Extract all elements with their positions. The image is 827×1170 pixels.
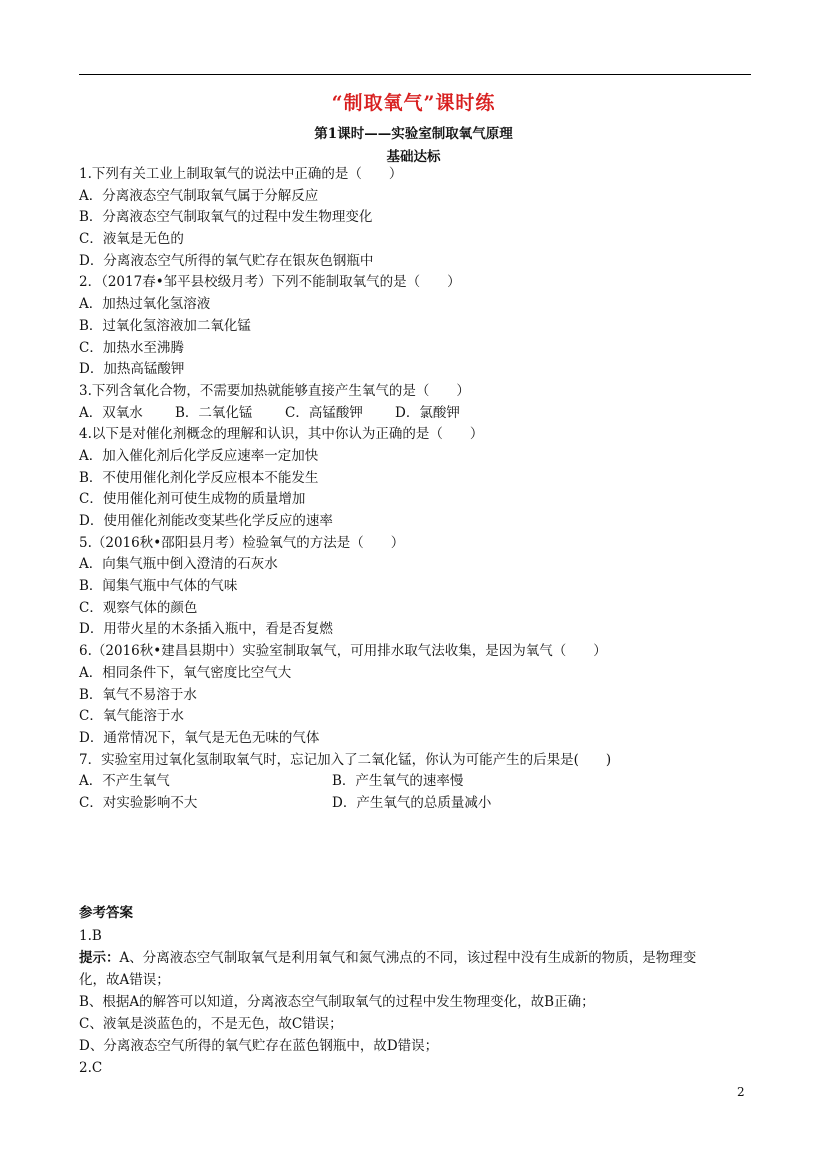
question-option: D．分离液态空气所得的氧气贮存在银灰色钢瓶中 [79, 252, 374, 269]
question-option: B．分离液态空气制取氧气的过程中发生物理变化 [79, 209, 373, 226]
question-stem: 6.（2016秋•建昌县期中）实验室制取氧气，可用排水取气法收集，是因为氧气（ ） [79, 643, 607, 660]
lesson-subtitle: 第1课时——实验室制取氧气原理 [314, 126, 513, 142]
question-option: B．二氧化锰 [175, 404, 253, 421]
answer-explanation-c: C、液氧是淡蓝色的，不是无色，故C错误； [79, 1016, 343, 1032]
question-options-row [79, 793, 759, 815]
question-list [79, 164, 759, 815]
answers-section [79, 925, 751, 1079]
question-option: D．使用催化剂能改变某些化学反应的速率 [79, 513, 333, 529]
question-option: A．不产生氧气 [79, 773, 170, 790]
question-option: C．对实验影响不大 [79, 794, 198, 811]
answers-heading: 参考答案 [79, 905, 133, 921]
question-option: A．向集气瓶中倒入澄清的石灰水 [79, 556, 278, 573]
question-option: B．氧气不易溶于水 [79, 686, 197, 703]
question-stem: 3.下列含氧化合物，不需要加热就能够直接产生氧气的是（ ） [79, 382, 470, 399]
question-option: A．相同条件下，氧气密度比空气大 [79, 664, 292, 681]
answer-explanation-b: B、根据A的解答可以知道，分离液态空气制取氧气的过程中发生物理变化，故B正确； [79, 994, 595, 1010]
page-title: “制取氧气”课时练 [331, 92, 496, 114]
question-option: A．加入催化剂后化学反应速率一定加快 [79, 447, 319, 464]
question-option: D．用带火星的木条插入瓶中，看是否复燃 [79, 621, 333, 638]
question-option: C．液氧是无色的 [79, 231, 184, 248]
question-options-row [79, 771, 759, 793]
question-option: A．加热过氧化氢溶液 [79, 296, 211, 313]
question-option: B．不使用催化剂化学反应根本不能发生 [79, 469, 319, 486]
hint-label: 提示： [79, 950, 120, 966]
question-stem: 7．实验室用过氧化氢制取氧气时，忘记加入了二氧化锰，你认为可能产生的后果是( ) [79, 751, 612, 768]
question-stem: 4.以下是对催化剂概念的理解和认识，其中你认为正确的是（ ） [79, 426, 484, 443]
answer-hint [79, 947, 751, 969]
question-option: A．分离液态空气制取氧气属于分解反应 [79, 187, 319, 204]
question-option: C．观察气体的颜色 [79, 599, 198, 616]
header-rule [79, 74, 751, 75]
question-option: B．过氧化氢溶液加二氧化锰 [79, 317, 251, 334]
question-stem: 2．（2017春•邹平县校级月考）下列不能制取氧气的是（ ） [79, 274, 461, 291]
answer-explanation-d: D、分离液态空气所得的氧气贮存在蓝色钢瓶中，故D错误； [79, 1038, 439, 1054]
answer-1: 1.B [79, 928, 102, 944]
section-heading: 基础达标 [386, 149, 441, 165]
question-option: D．通常情况下，氧气是无色无味的气体 [79, 729, 320, 746]
question-option: B．产生氧气的速率慢 [332, 773, 464, 790]
hint-text: A、分离液态空气制取氧气是利用氧气和氮气沸点的不同，该过程中没有生成新的物质，是物理变 [119, 950, 697, 966]
question-option: A．双氧水 [79, 404, 143, 421]
question-options-row [79, 403, 759, 425]
question-stem: 1.下列有关工业上制取氧气的说法中正确的是（ ） [79, 166, 403, 182]
question-option: C．高锰酸钾 [285, 404, 363, 421]
question-stem: 5.（2016秋•邵阳县月考）检验氧气的方法是（ ） [79, 534, 405, 551]
question-option: D．加热高锰酸钾 [79, 361, 185, 378]
question-option: C．氧气能溶于水 [79, 708, 184, 725]
question-option: B．闻集气瓶中气体的气味 [79, 578, 238, 595]
question-option: D．氯酸钾 [395, 404, 460, 421]
question-option: C．使用催化剂可使生成物的质量增加 [79, 491, 306, 508]
question-option: D．产生氧气的总质量减小 [332, 794, 492, 811]
answer-2: 2.C [79, 1060, 103, 1076]
hint-text-continued: 化，故A错误； [79, 972, 170, 988]
question-option: C．加热水至沸腾 [79, 339, 184, 356]
page-number: 2 [737, 1085, 745, 1099]
